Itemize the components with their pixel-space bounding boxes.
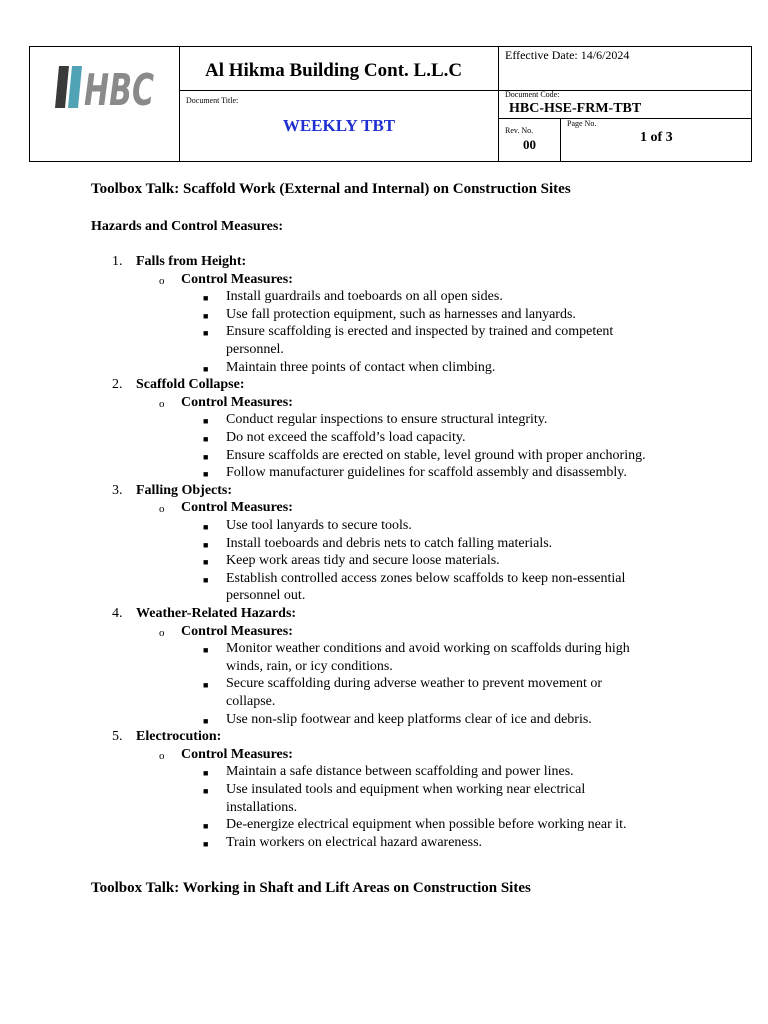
control-measure-text: personnel. <box>226 342 284 357</box>
hazard-number: 5. <box>112 729 123 745</box>
document-title-label: Document Title: <box>186 96 239 105</box>
control-measure-text: Secure scaffolding during adverse weather to prevent movement or <box>226 676 603 692</box>
document-code-label: Document Code: <box>505 90 560 99</box>
header-divider <box>498 46 499 162</box>
page-number: 1 of 3 <box>640 130 673 145</box>
hazard-name: Scaffold Collapse: <box>136 377 245 393</box>
control-measure-text: personnel out. <box>226 588 306 604</box>
circle-bullet-icon: o <box>159 397 165 410</box>
control-measure-text: Install guardrails and toeboards on all open sides. <box>226 289 503 305</box>
section-heading: Hazards and Control Measures: <box>91 219 283 234</box>
circle-bullet-icon: o <box>159 274 165 287</box>
control-measure-text: Follow manufacturer guidelines for scaffold assembly and disassembly. <box>226 465 627 481</box>
control-measures-label: Control Measures: <box>181 394 293 410</box>
header-divider <box>179 46 180 162</box>
control-measure-text: Ensure scaffolding is erected and inspected by trained and competent <box>226 324 614 340</box>
control-measure-text: Train workers on electrical hazard awareness. <box>226 834 483 850</box>
company-logo <box>55 62 155 116</box>
company-name: Al Hikma Building Cont. L.L.C <box>205 60 463 81</box>
square-bullet-icon: ■ <box>203 451 209 462</box>
control-measure-text: Do not exceed the scaffold’s load capacity. <box>226 430 466 445</box>
control-measure-text: Establish controlled access zones below scaffolds to keep non-essential <box>226 570 626 586</box>
square-bullet-icon: ■ <box>203 469 209 480</box>
header-divider <box>560 118 561 162</box>
control-measure-text: Maintain three points of contact when climbing. <box>226 359 496 375</box>
control-measure-text: winds, rain, or icy conditions. <box>226 658 393 674</box>
hazard-number: 3. <box>112 482 123 498</box>
hazard-number: 1. <box>112 254 123 269</box>
control-measure-text: collapse. <box>226 694 276 709</box>
square-bullet-icon: ■ <box>203 715 209 726</box>
hazard-name: Weather-Related Hazards: <box>136 606 297 621</box>
square-bullet-icon: ■ <box>203 293 209 304</box>
control-measure-text: installations. <box>226 799 298 815</box>
control-measure-text: Use fall protection equipment, such as harnesses and lanyards. <box>226 306 576 322</box>
control-measures-label: Control Measures: <box>181 746 293 762</box>
rev-label: Rev. No. <box>505 126 534 135</box>
square-bullet-icon: ■ <box>203 838 209 849</box>
square-bullet-icon: ■ <box>203 363 209 374</box>
control-measure-text: Use non-slip footwear and keep platforms clear of ice and debris. <box>226 711 592 727</box>
control-measure-text: Maintain a safe distance between scaffolding and power lines. <box>226 764 574 780</box>
square-bullet-icon: ■ <box>203 328 209 339</box>
square-bullet-icon: ■ <box>203 539 209 550</box>
document-code: HBC-HSE-FRM-TBT <box>509 101 642 116</box>
control-measure-text: Install toeboards and debris nets to catch falling materials. <box>226 535 553 551</box>
hazard-number: 2. <box>112 377 123 393</box>
square-bullet-icon: ■ <box>203 821 209 832</box>
hazard-name: Falls from Height: <box>136 254 247 269</box>
control-measure-text: Conduct regular inspections to ensure structural integrity. <box>226 412 548 428</box>
hazard-name: Falling Objects: <box>136 482 233 498</box>
talk-title: Toolbox Talk: Scaffold Work (External and Internal) on Construction Sites <box>91 181 571 197</box>
circle-bullet-icon: o <box>159 626 165 639</box>
square-bullet-icon: ■ <box>203 645 209 656</box>
control-measures-label: Control Measures: <box>181 500 293 516</box>
next-talk-title: Toolbox Talk: Working in Shaft and Lift Areas on Construction Sites <box>91 880 531 896</box>
control-measure-text: Keep work areas tidy and secure loose materials. <box>226 553 500 569</box>
square-bullet-icon: ■ <box>203 434 209 444</box>
square-bullet-icon: ■ <box>203 786 209 796</box>
control-measure-text: De-energize electrical equipment when possible before working near it. <box>226 817 627 833</box>
square-bullet-icon: ■ <box>203 522 209 532</box>
effective-date: Effective Date: 14/6/2024 <box>505 48 630 62</box>
square-bullet-icon: ■ <box>203 680 209 691</box>
circle-bullet-icon: o <box>159 503 165 516</box>
square-bullet-icon: ■ <box>203 416 209 427</box>
square-bullet-icon: ■ <box>203 557 209 568</box>
control-measure-text: Use insulated tools and equipment when working near electrical <box>226 782 586 797</box>
document-title: WEEKLY TBT <box>282 116 396 135</box>
control-measure-text: Monitor weather conditions and avoid working on scaffolds during high <box>226 641 630 657</box>
control-measures-label: Control Measures: <box>181 271 293 287</box>
rev-value: 00 <box>523 137 536 152</box>
header-divider <box>498 118 752 119</box>
square-bullet-icon: ■ <box>203 768 209 779</box>
logo-text: HBC <box>84 65 154 116</box>
square-bullet-icon: ■ <box>203 310 209 321</box>
control-measure-text: Ensure scaffolds are erected on stable, level ground with proper anchoring. <box>226 447 646 463</box>
circle-bullet-icon: o <box>159 749 165 762</box>
control-measure-text: Use tool lanyards to secure tools. <box>226 518 412 533</box>
hazard-name: Electrocution: <box>136 729 222 745</box>
header-divider <box>179 90 752 91</box>
page-label: Page No. <box>567 119 597 128</box>
control-measures-label: Control Measures: <box>181 623 293 639</box>
square-bullet-icon: ■ <box>203 574 209 585</box>
hazard-number: 4. <box>112 606 123 621</box>
